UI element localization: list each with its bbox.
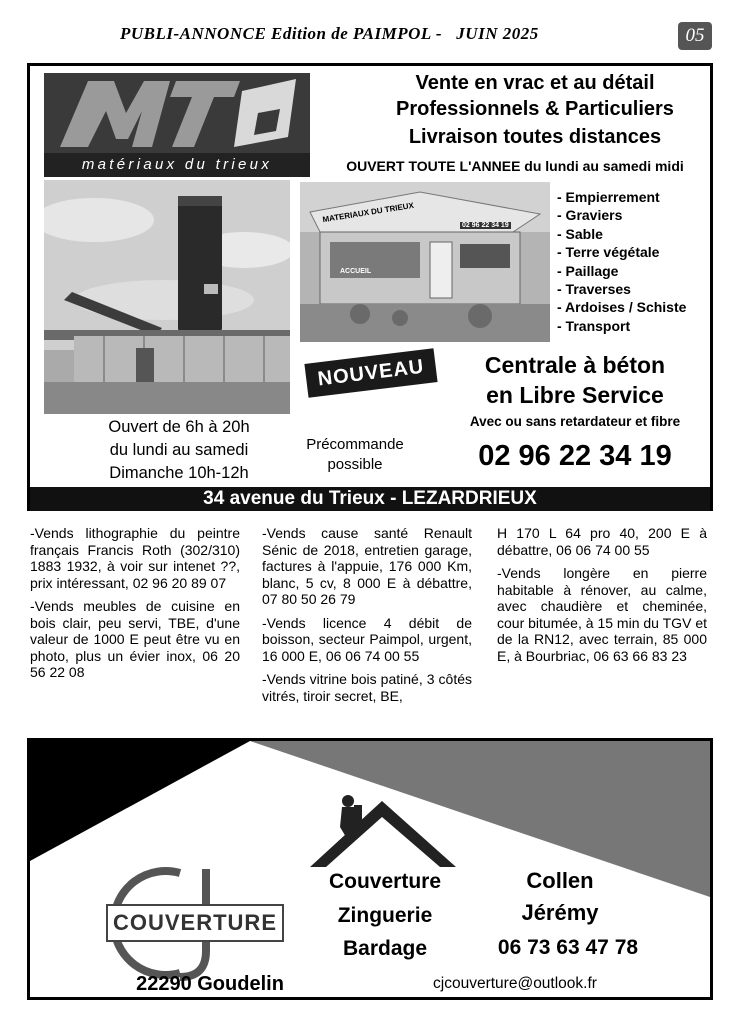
- materiaux-phone: 02 96 22 34 19: [478, 440, 672, 472]
- headline-line: Livraison toutes distances: [408, 126, 662, 148]
- roofer-icon: [342, 795, 354, 807]
- opening-days: OUVERT TOUTE L'ANNEE du lundi au samedi midi: [346, 158, 684, 174]
- service-item: Zinguerie: [337, 904, 433, 927]
- service-item: Couverture: [328, 870, 442, 893]
- hours-line: Ouvert de 6h à 20h: [108, 418, 250, 436]
- materiaux-address: 34 avenue du Trieux - LEZARDRIEUX: [30, 487, 710, 511]
- roof-icon: [310, 801, 456, 867]
- couverture-phone: 06 73 63 47 78: [497, 936, 639, 959]
- classified-column-3: [497, 525, 707, 671]
- list-item: - Transport: [557, 317, 631, 334]
- classified-ad: -Vends vitrine bois patiné, 3 côtés vitrés, tiroir secret, BE,: [262, 671, 472, 704]
- list-item: - Sable: [557, 225, 603, 242]
- classified-ad: -Vends longère en pierre habitable à rénover, au calme, avec chaudière et cheminée, cour bitumée, à 15 min du TGV et de la RN12, avec terrain, 85 000 E, à Bourbriac, 06 63 66 83 23: [497, 565, 707, 664]
- centrale-subtitle: en Libre Service: [486, 382, 664, 408]
- owner-first-line: Collen: [526, 868, 594, 893]
- nouveau-badge: NOUVEAU: [304, 348, 437, 398]
- list-item: - Traverses: [557, 281, 631, 298]
- list-item: - Terre végétale: [557, 244, 660, 261]
- preorder-line: Précommande: [306, 436, 404, 453]
- owner-second-line: Jérémy: [521, 900, 599, 925]
- page-number-badge: 05: [678, 22, 712, 50]
- list-item: - Ardoises / Schiste: [557, 299, 687, 316]
- list-item: - Empierrement: [557, 189, 660, 205]
- headline-line: Professionnels & Particuliers: [396, 98, 674, 120]
- shop-photo: [300, 182, 550, 342]
- classified-column-1: [30, 525, 240, 688]
- classified-ad: H 170 L 64 pro 40, 200 E à débattre, 06 06 74 00 55: [497, 525, 707, 558]
- couverture-email: cjcouverture@outlook.fr: [433, 975, 597, 992]
- list-item: - Graviers: [557, 207, 623, 224]
- classified-ad: -Vends cause santé Renault Sénic de 2018, entretien garage, factures à l'appuie, 176 000 Km, blanc, 5 cv, 8 000 E à débattre, 07 80 50 26 79: [262, 525, 472, 607]
- service-item: Bardage: [342, 937, 428, 960]
- classified-ad: -Vends lithographie du peintre français Francis Roth (302/310) 1883 1932, à voir sur intenet ??, prix intéressant, 02 96 20 89 07: [30, 525, 240, 591]
- shop-phone-sign: 02 96 22 34 19: [462, 222, 509, 229]
- classified-ad: -Vends licence 4 débit de boisson, secteur Paimpol, urgent, 16 000 E, 06 06 74 00 55: [262, 614, 472, 664]
- mt-logo: [44, 73, 310, 177]
- list-item: - Paillage: [557, 262, 619, 279]
- preorder-line: possible: [327, 456, 383, 473]
- classified-column-2: [262, 525, 472, 711]
- materiaux-ad: [27, 63, 713, 511]
- silo-photo: [44, 180, 290, 414]
- shop-accueil-sign: ACCUEIL: [340, 268, 372, 275]
- centrale-title: Centrale à béton: [484, 352, 666, 378]
- product-list: [557, 188, 707, 335]
- couverture-town: 22290 Goudelin: [136, 973, 284, 995]
- hours-line: du lundi au samedi: [109, 441, 249, 459]
- cj-logo-word: COUVERTURE: [106, 904, 284, 942]
- logo-tagline: matériaux du trieux: [44, 153, 310, 177]
- headline-line: Vente en vrac et au détail: [415, 72, 655, 94]
- classified-ad: -Vends meubles de cuisine en bois clair, peu servi, TBE, d'une valeur de 1000 E peut être vu en photo, plus un évier inox, 06 20 56 22 08: [30, 598, 240, 680]
- couverture-ad: [27, 738, 713, 1000]
- shop-sign: MATERIAUX DU TRIEUX: [321, 200, 415, 225]
- centrale-options: Avec ou sans retardateur et fibre: [469, 414, 681, 429]
- hours-line: Dimanche 10h-12h: [109, 464, 249, 482]
- edition-title: PUBLI-ANNONCE Edition de PAIMPOL - JUIN 2025: [120, 24, 539, 43]
